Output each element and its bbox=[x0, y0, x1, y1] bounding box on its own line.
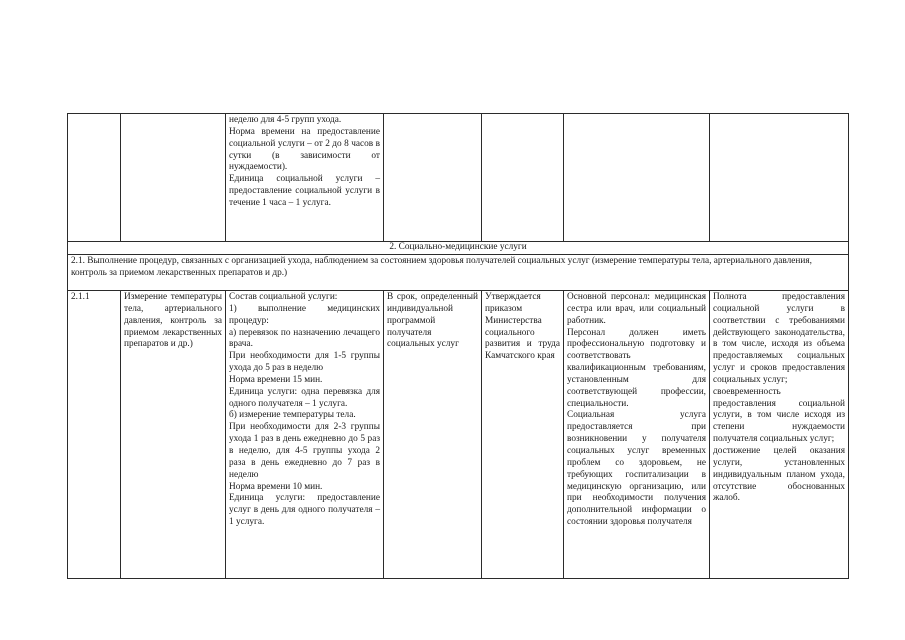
content-line: Единица услуги: предоставление услуг в день для одного получателя – 1 услуга. bbox=[229, 493, 380, 528]
quality-line: достижение целей оказания услуги, установленных индивидуальным планом ухода, отсутствие обоснованных жалоб. bbox=[713, 445, 845, 504]
table-cell bbox=[384, 114, 482, 242]
content-line: При необходимости для 1-5 группы ухода до 5 раз в неделю bbox=[229, 351, 380, 374]
service-tariff: Утверждается приказом Министерства социального развития и труда Камчатского края bbox=[482, 291, 564, 579]
service-content bbox=[226, 291, 384, 579]
content-line: неделю для 4-5 групп ухода. bbox=[229, 115, 342, 125]
section-title: 2. Социально-медицинские услуги bbox=[68, 242, 849, 255]
content-line: а) перевязок по назначению лечащего врача. bbox=[229, 327, 380, 350]
section-row bbox=[68, 242, 849, 255]
services-table bbox=[67, 113, 849, 579]
table-row bbox=[68, 114, 849, 242]
service-quality bbox=[710, 291, 849, 579]
table-cell-content bbox=[226, 114, 384, 242]
row-number: 2.1.1 bbox=[68, 291, 121, 579]
staff-line: Социальная услуга предоставляется при возникновении у получателя социальных услуг временных проблем со здоровьем, не требующих госпитализации в медицинскую организацию, или при необходимости получения дополнительной информации о состоянии здоровья получателя bbox=[567, 410, 706, 528]
content-line: Состав социальной услуги: bbox=[229, 292, 338, 302]
table-cell bbox=[710, 114, 849, 242]
content-line: При необходимости для 2-3 группы ухода 1 раз в день ежедневно до 5 раз в неделю, для 4-5 группы ухода 2 раза в день ежедневно до 7 раз в неделю bbox=[229, 422, 380, 480]
table-cell bbox=[482, 114, 564, 242]
staff-line: Основной персонал: медицинская сестра или врач, или социальный работник. bbox=[567, 292, 706, 326]
table-cell bbox=[121, 114, 226, 242]
staff-line: Персонал должен иметь профессиональную подготовку и соответствовать квалификационным требованиям, установленным для соответствующей профессии, специальности. bbox=[567, 327, 706, 409]
table-cell bbox=[68, 114, 121, 242]
table-cell bbox=[564, 114, 710, 242]
content-line: Норма времени на предоставление социальной услуги – от 2 до 8 часов в сутки (в зависимости от нуждаемости). bbox=[229, 126, 380, 173]
content-line: 1) выполнение медицинских процедур: bbox=[229, 303, 380, 326]
quality-line: Полнота предоставления социальной услуги в соответствии с требованиями действующего законодательства, в том числе, исходя из объема предоставляемых социальных услуг и сроков предоставления социальных услуг; bbox=[713, 292, 845, 385]
content-line: Норма времени 15 мин. bbox=[229, 374, 323, 385]
table-row bbox=[68, 291, 849, 579]
service-term: В срок, определенный индивидуальной программой получателя социальных услуг bbox=[384, 291, 482, 579]
service-name: Измерение температуры тела, артериального давления, контроль за приемом лекарственных препаратов и др.) bbox=[121, 291, 226, 579]
content-line: Единица услуги: одна перевязка для одного получателя – 1 услуга. bbox=[229, 386, 380, 409]
subsection-title: 2.1. Выполнение процедур, связанных с организацией ухода, наблюдением за состоянием здоровья получателей социальных услуг (измерение температуры тела, артериального давления, контроль за приемом лекарственных препаратов и др.) bbox=[68, 255, 849, 291]
content-line: Единица социальной услуги – предоставление социальной услуги в течение 1 часа – 1 услуга. bbox=[229, 174, 380, 208]
content-line: б) измерение температуры тела. bbox=[229, 410, 356, 421]
subsection-row bbox=[68, 255, 849, 291]
content-line: Норма времени 10 мин. bbox=[229, 481, 323, 492]
quality-line: своевременность предоставления социальной услуги, в том числе исходя из степени нуждаемости получателя социальных услуг; bbox=[713, 386, 845, 445]
service-staff bbox=[564, 291, 710, 579]
